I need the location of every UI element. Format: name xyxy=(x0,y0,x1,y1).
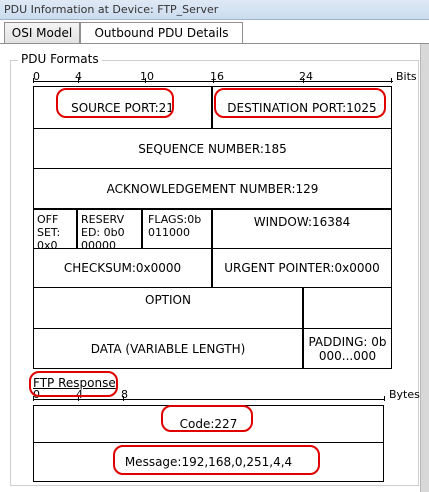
flags-value: FLAGS:0b 011000 xyxy=(148,213,202,239)
offset-value: OFF SET: 0x0 xyxy=(37,213,61,249)
ack-number-value: ACKNOWLEDGEMENT NUMBER:129 xyxy=(106,181,319,196)
urgent-pointer-field xyxy=(212,248,392,288)
pdu-formats-label: PDU Formats xyxy=(18,52,102,66)
window-title: PDU Information at Device: FTP_Server xyxy=(0,0,429,20)
sequence-number-value: SEQUENCE NUMBER:185 xyxy=(138,141,287,156)
reserved-value: RESERV ED: 0b0 00000 xyxy=(81,213,125,249)
ftp-message-field xyxy=(33,442,384,482)
ruler-unit: Bytes xyxy=(389,388,420,401)
ruler-mark xyxy=(384,396,385,401)
checksum-field xyxy=(33,248,212,288)
tab-osi-model[interactable]: OSI Model xyxy=(4,22,80,43)
ack-number-field xyxy=(33,168,392,209)
ruler-tick-8: 8 xyxy=(121,388,128,401)
ftp-code-value: Code:227 xyxy=(179,417,238,431)
checksum-value: CHECKSUM:0x0000 xyxy=(63,261,182,275)
ftp-message-value: Message:192,168,0,251,4,4 xyxy=(124,455,293,469)
padding-field xyxy=(303,328,392,369)
sequence-number-field xyxy=(33,128,392,169)
data-field xyxy=(33,328,303,369)
ftp-byte-ruler xyxy=(33,390,418,402)
ftp-response-title: FTP Response xyxy=(33,376,116,390)
window-value: WINDOW:16384 xyxy=(253,215,351,229)
source-port-value: SOURCE PORT:21 xyxy=(71,100,174,115)
source-port-field xyxy=(33,86,212,129)
data-value: DATA (VARIABLE LENGTH) xyxy=(90,341,246,356)
urgent-pointer-value: URGENT POINTER:0x0000 xyxy=(224,261,380,275)
ftp-code-field xyxy=(33,405,384,443)
ruler-mark xyxy=(391,78,392,83)
window-field xyxy=(212,209,392,249)
offset-field xyxy=(33,209,77,249)
window-edge xyxy=(420,44,429,492)
tab-divider xyxy=(0,43,429,44)
tcp-bit-ruler xyxy=(33,72,418,84)
ruler-tick-0: 0 xyxy=(33,70,40,83)
ruler-tick-10: 10 xyxy=(140,70,154,83)
flags-field xyxy=(142,209,212,249)
destination-port-value: DESTINATION PORT:1025 xyxy=(227,100,377,115)
option-padding-field xyxy=(303,287,392,329)
ruler-unit: Bits xyxy=(396,70,417,83)
ruler-tick-4: 4 xyxy=(75,70,82,83)
tab-outbound-pdu-details[interactable]: Outbound PDU Details xyxy=(80,22,243,44)
destination-port-field xyxy=(212,86,392,129)
ruler-tick-4: 4 xyxy=(76,388,83,401)
ruler-tick-0: 0 xyxy=(33,388,40,401)
ruler-tick-16: 16 xyxy=(210,70,224,83)
ruler-line xyxy=(33,399,385,400)
option-field xyxy=(33,287,303,329)
reserved-field xyxy=(77,209,142,249)
option-value: OPTION xyxy=(145,293,191,307)
padding-value: PADDING: 0b 000...000 xyxy=(308,334,387,363)
ruler-tick-24: 24 xyxy=(299,70,313,83)
